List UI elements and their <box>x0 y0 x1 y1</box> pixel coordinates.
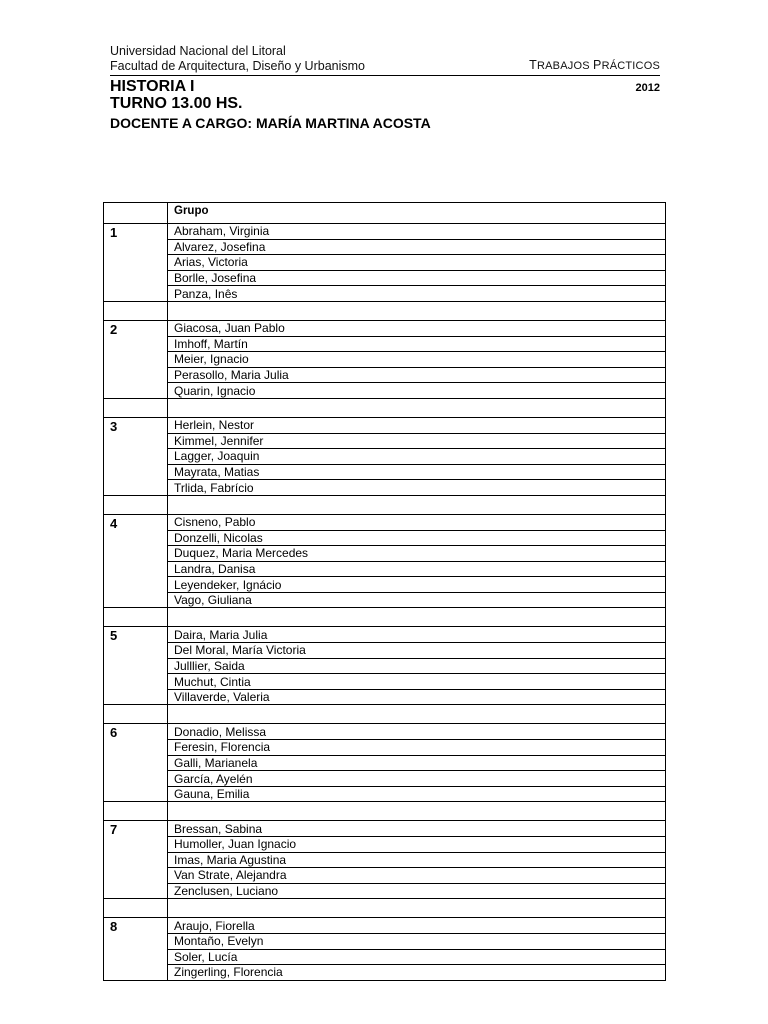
member-name: Alvarez, Josefina <box>168 239 666 255</box>
table-row <box>104 255 666 271</box>
group-number: 8 <box>104 918 168 980</box>
member-name: Del Moral, María Victoria <box>168 643 666 659</box>
member-name: Bressan, Sabina <box>168 821 666 837</box>
table-row <box>104 821 666 837</box>
member-name: Soler, Lucía <box>168 949 666 965</box>
member-name: Zingerling, Florencia <box>168 965 666 981</box>
table-row <box>104 449 666 465</box>
member-name: Vago, Giuliana <box>168 592 666 608</box>
member-name: Kimmel, Jennifer <box>168 433 666 449</box>
faculty-row <box>110 58 660 74</box>
group-number: 2 <box>104 320 168 398</box>
member-name: Perasollo, Maria Julia <box>168 367 666 383</box>
spacer-cell <box>104 495 168 514</box>
member-name: Donzelli, Nicolas <box>168 530 666 546</box>
table-row <box>104 561 666 577</box>
spacer-row <box>104 608 666 627</box>
spacer-cell <box>104 802 168 821</box>
table-row <box>104 883 666 899</box>
member-name: Daira, Maria Julia <box>168 627 666 643</box>
faculty-name: Facultad de Arquitectura, Diseño y Urbanismo <box>110 59 365 73</box>
university-name: Universidad Nacional del Litoral <box>110 44 286 58</box>
table-row <box>104 592 666 608</box>
spacer-cell <box>168 495 666 514</box>
spacer-cell <box>104 301 168 320</box>
spacer-cell <box>168 301 666 320</box>
table-row <box>104 514 666 530</box>
table-row <box>104 965 666 981</box>
table-row <box>104 480 666 496</box>
member-name: Julllier, Saida <box>168 658 666 674</box>
member-name: Zenclusen, Luciano <box>168 883 666 899</box>
document-header <box>110 44 660 132</box>
member-name: Trlida, Fabrício <box>168 480 666 496</box>
docente-label: DOCENTE A CARGO: MARÍA MARTINA ACOSTA <box>110 115 431 131</box>
spacer-cell <box>168 802 666 821</box>
table-row <box>104 949 666 965</box>
table-header-row <box>104 203 666 224</box>
table-row <box>104 286 666 302</box>
member-name: Imhoff, Martín <box>168 336 666 352</box>
table-row <box>104 852 666 868</box>
table-row <box>104 786 666 802</box>
group-number: 3 <box>104 417 168 495</box>
table-row <box>104 689 666 705</box>
member-name: Cisneno, Pablo <box>168 514 666 530</box>
table-row <box>104 239 666 255</box>
table-row <box>104 674 666 690</box>
spacer-cell <box>168 899 666 918</box>
table-row <box>104 270 666 286</box>
group-number: 4 <box>104 514 168 608</box>
table-row <box>104 627 666 643</box>
table-row <box>104 546 666 562</box>
member-name: Muchut, Cintia <box>168 674 666 690</box>
member-name: Arias, Victoria <box>168 255 666 271</box>
member-name: Landra, Danisa <box>168 561 666 577</box>
table-row <box>104 530 666 546</box>
table-row <box>104 740 666 756</box>
member-name: Giacosa, Juan Pablo <box>168 320 666 336</box>
member-name: Panza, Inês <box>168 286 666 302</box>
table-row <box>104 755 666 771</box>
spacer-cell <box>104 398 168 417</box>
member-name: Van Strate, Alejandra <box>168 868 666 884</box>
group-number: 1 <box>104 224 168 302</box>
group-number: 7 <box>104 821 168 899</box>
member-name: Feresin, Florencia <box>168 740 666 756</box>
member-name: Villaverde, Valeria <box>168 689 666 705</box>
trabajos-practicos-label: TRABAJOS PRÁCTICOS <box>529 58 660 72</box>
group-number: 6 <box>104 724 168 802</box>
spacer-cell <box>168 608 666 627</box>
header-rule <box>110 75 660 76</box>
table-row <box>104 367 666 383</box>
table-row <box>104 336 666 352</box>
table-row <box>104 352 666 368</box>
spacer-cell <box>104 608 168 627</box>
member-name: Abraham, Virginia <box>168 224 666 240</box>
table-header-empty-cell <box>104 203 168 224</box>
member-name: Gauna, Emilia <box>168 786 666 802</box>
member-name: Duquez, Maria Mercedes <box>168 546 666 562</box>
member-name: Araujo, Fiorella <box>168 918 666 934</box>
table-row <box>104 383 666 399</box>
member-name: Herlein, Nestor <box>168 417 666 433</box>
table-row <box>104 577 666 593</box>
member-name: Montaño, Evelyn <box>168 933 666 949</box>
spacer-row <box>104 398 666 417</box>
table-row <box>104 417 666 433</box>
member-name: Quarin, Ignacio <box>168 383 666 399</box>
spacer-row <box>104 899 666 918</box>
table-row <box>104 658 666 674</box>
member-name: García, Ayelén <box>168 771 666 787</box>
member-name: Galli, Marianela <box>168 755 666 771</box>
spacer-cell <box>104 705 168 724</box>
member-name: Mayrata, Matias <box>168 464 666 480</box>
table-row <box>104 724 666 740</box>
member-name: Donadio, Melissa <box>168 724 666 740</box>
table-row <box>104 433 666 449</box>
table-row <box>104 320 666 336</box>
table-row <box>104 837 666 853</box>
member-name: Lagger, Joaquin <box>168 449 666 465</box>
spacer-row <box>104 802 666 821</box>
groups-table <box>103 202 666 981</box>
table-row <box>104 464 666 480</box>
member-name: Meier, Ignacio <box>168 352 666 368</box>
spacer-cell <box>104 899 168 918</box>
table-row <box>104 868 666 884</box>
table-row <box>104 771 666 787</box>
member-name: Leyendeker, Ignácio <box>168 577 666 593</box>
spacer-row <box>104 301 666 320</box>
spacer-cell <box>168 398 666 417</box>
table-row <box>104 643 666 659</box>
title-row <box>110 78 660 95</box>
member-name: Imas, Maria Agustina <box>168 852 666 868</box>
spacer-row <box>104 495 666 514</box>
spacer-cell <box>168 705 666 724</box>
table-row <box>104 224 666 240</box>
turno-label: TURNO 13.00 HS. <box>110 95 243 112</box>
table-row <box>104 918 666 934</box>
group-number: 5 <box>104 627 168 705</box>
table-row <box>104 933 666 949</box>
group-column-header: Grupo <box>168 203 666 224</box>
year-label: 2012 <box>635 82 660 94</box>
member-name: Borlle, Josefina <box>168 270 666 286</box>
member-name: Humoller, Juan Ignacio <box>168 837 666 853</box>
spacer-row <box>104 705 666 724</box>
course-title: HISTORIA I <box>110 78 195 95</box>
